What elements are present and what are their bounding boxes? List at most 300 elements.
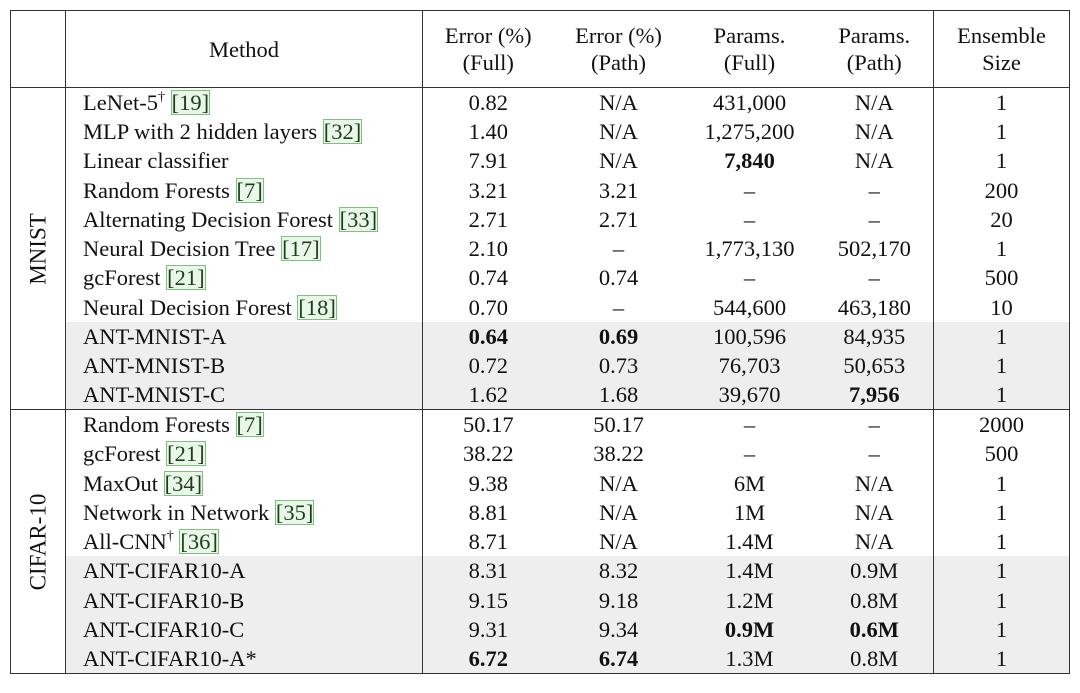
cell-params-path: [816, 410, 934, 439]
header-ensemble: [934, 11, 1070, 88]
method-cell: [66, 615, 423, 644]
method-cell: [66, 439, 423, 468]
dagger-mark: †: [157, 89, 165, 105]
citation-link[interactable]: [21]: [167, 441, 205, 467]
method-cell: [66, 498, 423, 527]
cell-value: –: [612, 294, 625, 320]
citation-link[interactable]: [34]: [164, 470, 203, 496]
table-row: [11, 527, 1070, 556]
citation-link[interactable]: [33]: [339, 206, 378, 232]
cell-error-full: [423, 263, 554, 292]
method-cell: [66, 175, 423, 204]
cell-value: 3.21: [468, 177, 508, 203]
cell-params-full: [684, 615, 816, 644]
method-name: All-CNN: [83, 529, 167, 555]
cell-params-full: [684, 556, 816, 585]
header-error-full-line1: Error (%): [444, 23, 532, 48]
cell-params-full: [684, 527, 816, 556]
header-params-full: [684, 11, 816, 88]
table-row: [11, 293, 1070, 322]
cell-value: N/A: [854, 148, 894, 174]
cell-value: 1,773,130: [704, 236, 795, 262]
cell-value: 9.15: [468, 587, 508, 613]
cell-ensemble: [934, 410, 1070, 439]
cell-value: N/A: [854, 499, 894, 525]
cell-value: 1.4M: [725, 529, 774, 555]
cell-value: 200: [984, 177, 1019, 203]
method-name: Neural Decision Tree: [83, 236, 276, 262]
cell-params-path: [816, 439, 934, 468]
cell-ensemble: [934, 322, 1070, 351]
cell-value: –: [743, 441, 756, 467]
cell-value: –: [743, 412, 756, 438]
cell-value: 8.31: [468, 558, 508, 584]
cell-params-path: [816, 644, 934, 673]
cell-params-path: [816, 615, 934, 644]
header-error-path: [554, 11, 684, 88]
cell-value: 39,670: [718, 382, 781, 408]
cell-ensemble: [934, 234, 1070, 263]
table-row: [11, 263, 1070, 292]
cell-params-full: [684, 234, 816, 263]
table-row: [11, 88, 1070, 117]
cell-value: 0.73: [598, 353, 639, 379]
cell-error-full: [423, 117, 554, 146]
cell-error-path: [554, 205, 684, 234]
cell-error-full: [423, 234, 554, 263]
cell-value: 2000: [979, 412, 1024, 438]
method-cell: [66, 117, 423, 146]
cell-value: 76,703: [718, 353, 781, 379]
cell-value: 1.4M: [725, 558, 774, 584]
cell-ensemble: [934, 439, 1070, 468]
cell-ensemble: [934, 498, 1070, 527]
cell-error-path: [554, 293, 684, 322]
cell-value: 7.91: [468, 148, 508, 174]
cell-params-path: [816, 263, 934, 292]
cell-value: –: [743, 265, 756, 291]
cell-params-full: [684, 439, 816, 468]
cell-params-path: [816, 234, 934, 263]
method-name: ANT-CIFAR10-C: [83, 616, 245, 642]
cell-value: 0.74: [468, 265, 508, 291]
cell-params-path: [816, 527, 934, 556]
cell-value: 0.8M: [850, 587, 899, 613]
table-row: [11, 644, 1070, 673]
method-cell: [66, 351, 423, 380]
cell-value: –: [868, 177, 880, 203]
cell-error-full: [423, 586, 554, 615]
cell-ensemble: [934, 615, 1070, 644]
cell-error-path: [554, 351, 684, 380]
header-group-corner: [11, 11, 66, 88]
method-cell: [66, 322, 423, 351]
method-cell: [66, 380, 423, 409]
cell-ensemble: [934, 556, 1070, 585]
table-row: [11, 117, 1070, 146]
cell-params-path: [816, 498, 934, 527]
cell-error-path: [554, 468, 684, 497]
table-row: [11, 410, 1070, 439]
header-params-full-line1: Params.: [713, 23, 786, 48]
cell-value: 1.2M: [725, 587, 774, 613]
cell-ensemble: [934, 468, 1070, 497]
cell-error-path: [554, 117, 684, 146]
cell-error-full: [423, 351, 554, 380]
cell-value: 1: [995, 529, 1008, 555]
citation-link[interactable]: [32]: [323, 118, 362, 144]
cell-error-full: [423, 615, 554, 644]
cell-value: 84,935: [843, 324, 906, 350]
group-label: CIFAR-10: [25, 493, 51, 590]
cell-value: N/A: [599, 529, 638, 555]
header-method-label: Method: [209, 36, 279, 62]
group-mnist: [11, 88, 1070, 410]
cell-value: 0.72: [468, 353, 508, 379]
method-cell: [66, 146, 423, 175]
cell-value: 1.3M: [725, 646, 774, 672]
cell-ensemble: [934, 644, 1070, 673]
citation-link[interactable]: [18]: [298, 294, 336, 320]
cell-error-path: [554, 234, 684, 263]
method-name: ANT-CIFAR10-B: [83, 587, 245, 613]
table-row: [11, 351, 1070, 380]
cell-ensemble: [934, 527, 1070, 556]
results-table: [10, 10, 1070, 674]
table-row: [11, 205, 1070, 234]
table-row: [11, 439, 1070, 468]
cell-value: N/A: [854, 529, 894, 555]
cell-value: 2.71: [468, 206, 508, 232]
cell-error-path: [554, 556, 684, 585]
method-name: gcForest: [83, 441, 161, 467]
cell-params-full: [684, 586, 816, 615]
cell-params-path: [816, 468, 934, 497]
cell-params-full: [684, 175, 816, 204]
cell-value: –: [868, 412, 880, 438]
method-name: ANT-MNIST-B: [83, 353, 226, 379]
citation-link[interactable]: [7]: [236, 177, 263, 203]
cell-params-path: [816, 293, 934, 322]
cell-value: 50.17: [462, 412, 514, 438]
cell-value: 50.17: [593, 412, 644, 438]
cell-value: 6M: [733, 470, 766, 496]
cell-value: 1: [995, 587, 1008, 613]
cell-params-full: [684, 293, 816, 322]
cell-value: N/A: [599, 89, 638, 115]
method-name: Alternating Decision Forest: [83, 206, 333, 232]
cell-value: 100,596: [712, 324, 787, 350]
group-cifar10: [11, 410, 1070, 674]
cell-error-full: [423, 498, 554, 527]
cell-value: 0.6M: [849, 616, 899, 642]
cell-value: 1: [995, 470, 1008, 496]
cell-error-full: [423, 556, 554, 585]
header-ensemble-line1: Ensemble: [957, 23, 1046, 48]
cell-error-path: [554, 88, 684, 117]
cell-value: 1: [995, 324, 1008, 350]
cell-ensemble: [934, 175, 1070, 204]
header-params-path-line2: (Path): [846, 50, 902, 75]
cell-value: 0.74: [598, 265, 639, 291]
cell-value: 6.72: [468, 646, 508, 672]
cell-value: 0.9M: [850, 558, 899, 584]
cell-value: –: [868, 441, 880, 467]
header-error-full-line2: (Full): [462, 50, 514, 75]
cell-ensemble: [934, 263, 1070, 292]
method-cell: [66, 586, 423, 615]
cell-value: 9.34: [598, 616, 639, 642]
citation-link[interactable]: [19]: [171, 89, 210, 115]
method-cell: [66, 556, 423, 585]
table-header: [11, 11, 1070, 88]
header-row: [11, 11, 1070, 88]
cell-params-full: [684, 498, 816, 527]
cell-value: –: [743, 177, 756, 203]
cell-value: N/A: [854, 89, 894, 115]
cell-value: 0.8M: [850, 646, 899, 672]
cell-params-full: [684, 146, 816, 175]
table-row: [11, 234, 1070, 263]
group-label-cell: [11, 88, 66, 410]
cell-error-path: [554, 410, 684, 439]
cell-error-path: [554, 439, 684, 468]
cell-value: 1: [995, 236, 1008, 262]
cell-ensemble: [934, 586, 1070, 615]
cell-value: 10: [990, 294, 1013, 320]
cell-value: 0.9M: [724, 616, 775, 642]
table-row: [11, 615, 1070, 644]
citation-link[interactable]: [17]: [282, 236, 320, 262]
cell-ensemble: [934, 88, 1070, 117]
cell-error-path: [554, 498, 684, 527]
citation-link[interactable]: [7]: [236, 412, 263, 438]
cell-value: 1: [995, 558, 1008, 584]
header-error-path-line2: (Path): [591, 50, 646, 75]
cell-params-path: [816, 146, 934, 175]
cell-params-path: [816, 117, 934, 146]
cell-error-full: [423, 380, 554, 409]
cell-ensemble: [934, 380, 1070, 409]
cell-value: 1: [995, 499, 1008, 525]
cell-value: 8.71: [468, 529, 508, 555]
method-name: gcForest: [83, 265, 161, 291]
cell-value: 463,180: [837, 294, 911, 320]
cell-value: 7,956: [848, 382, 900, 408]
cell-value: 38.22: [593, 441, 644, 467]
cell-error-path: [554, 644, 684, 673]
cell-error-full: [423, 527, 554, 556]
table-row: [11, 322, 1070, 351]
cell-value: N/A: [854, 470, 894, 496]
header-params-path: [816, 11, 934, 88]
method-cell: [66, 234, 423, 263]
cell-value: N/A: [599, 470, 638, 496]
table-row: [11, 586, 1070, 615]
dagger-mark: †: [166, 529, 174, 545]
cell-value: 1: [995, 89, 1008, 115]
cell-error-full: [423, 175, 554, 204]
cell-ensemble: [934, 205, 1070, 234]
method-name: LeNet-5: [83, 89, 158, 115]
method-name: ANT-CIFAR10-A: [83, 558, 246, 584]
cell-value: N/A: [599, 499, 638, 525]
cell-error-path: [554, 586, 684, 615]
cell-value: 1: [995, 118, 1008, 144]
method-cell: [66, 527, 423, 556]
cell-value: 9.38: [468, 470, 508, 496]
method-name: ANT-MNIST-C: [83, 382, 226, 408]
cell-value: 1: [995, 148, 1008, 174]
cell-error-path: [554, 380, 684, 409]
cell-value: 1.40: [468, 118, 508, 144]
method-name: Random Forests: [83, 177, 230, 203]
cell-value: 8.81: [468, 499, 508, 525]
cell-params-full: [684, 351, 816, 380]
header-error-full: [423, 11, 554, 88]
cell-value: 500: [984, 441, 1019, 467]
cell-error-full: [423, 322, 554, 351]
cell-value: 1.62: [468, 382, 508, 408]
cell-value: 6.74: [598, 646, 639, 672]
method-cell: [66, 293, 423, 322]
cell-value: 1: [995, 353, 1008, 379]
cell-value: 1,275,200: [704, 118, 795, 144]
table-row: [11, 175, 1070, 204]
method-name: Network in Network: [83, 499, 270, 525]
cell-value: 1: [995, 616, 1008, 642]
cell-value: 1M: [733, 499, 766, 525]
cell-value: 0.64: [468, 324, 508, 350]
cell-value: 9.18: [598, 587, 639, 613]
cell-value: 2.10: [468, 236, 508, 262]
cell-params-path: [816, 322, 934, 351]
method-cell: [66, 205, 423, 234]
method-name: MaxOut: [83, 470, 158, 496]
cell-error-full: [423, 205, 554, 234]
cell-error-full: [423, 439, 554, 468]
header-ensemble-line2: Size: [982, 50, 1021, 75]
cell-error-path: [554, 615, 684, 644]
cell-error-path: [554, 527, 684, 556]
method-cell: [66, 644, 423, 673]
method-name: Neural Decision Forest: [83, 294, 292, 320]
cell-params-full: [684, 263, 816, 292]
cell-error-path: [554, 322, 684, 351]
cell-value: 9.31: [468, 616, 508, 642]
cell-error-path: [554, 175, 684, 204]
header-method: [66, 11, 423, 88]
citation-link[interactable]: [21]: [167, 265, 205, 291]
cell-ensemble: [934, 117, 1070, 146]
header-params-path-line1: Params.: [838, 23, 911, 48]
method-name: Linear classifier: [83, 148, 229, 174]
cell-error-full: [423, 88, 554, 117]
cell-value: –: [868, 265, 880, 291]
group-label-cell: [11, 410, 66, 674]
cell-params-full: [684, 468, 816, 497]
cell-params-path: [816, 556, 934, 585]
cell-value: 500: [984, 265, 1019, 291]
cell-value: N/A: [599, 118, 638, 144]
cell-error-full: [423, 644, 554, 673]
cell-value: 20: [990, 206, 1013, 232]
method-cell: [66, 410, 423, 439]
cell-value: 1: [995, 382, 1008, 408]
cell-error-path: [554, 146, 684, 175]
group-label: MNIST: [25, 212, 51, 285]
cell-params-full: [684, 88, 816, 117]
cell-value: 38.22: [462, 441, 514, 467]
cell-value: N/A: [854, 118, 894, 144]
table-row: [11, 468, 1070, 497]
table-row: [11, 146, 1070, 175]
cell-params-full: [684, 380, 816, 409]
cell-value: 8.32: [598, 558, 639, 584]
cell-value: –: [612, 236, 625, 262]
cell-value: 1: [995, 646, 1008, 672]
cell-error-full: [423, 293, 554, 322]
cell-error-full: [423, 146, 554, 175]
cell-value: 502,170: [837, 236, 911, 262]
header-params-full-line2: (Full): [723, 50, 776, 75]
citation-link[interactable]: [35]: [275, 499, 314, 525]
cell-value: 50,653: [843, 353, 906, 379]
cell-ensemble: [934, 146, 1070, 175]
cell-params-full: [684, 117, 816, 146]
cell-ensemble: [934, 293, 1070, 322]
header-error-path-line1: Error (%): [575, 23, 662, 48]
cell-params-path: [816, 205, 934, 234]
cell-value: 431,000: [712, 89, 787, 115]
cell-value: –: [868, 206, 880, 232]
cell-value: N/A: [599, 148, 638, 174]
cell-params-path: [816, 586, 934, 615]
method-name: MLP with 2 hidden layers: [83, 118, 318, 144]
cell-params-path: [816, 351, 934, 380]
cell-params-full: [684, 322, 816, 351]
cell-params-path: [816, 88, 934, 117]
cell-params-full: [684, 410, 816, 439]
cell-params-full: [684, 644, 816, 673]
cell-value: 0.69: [598, 324, 639, 350]
method-name: ANT-MNIST-A: [83, 324, 227, 350]
cell-value: 7,840: [724, 148, 775, 174]
cell-value: 544,600: [712, 294, 787, 320]
cell-error-path: [554, 263, 684, 292]
table-row: [11, 556, 1070, 585]
cell-params-path: [816, 175, 934, 204]
cell-ensemble: [934, 351, 1070, 380]
cell-value: 3.21: [598, 177, 639, 203]
method-cell: [66, 468, 423, 497]
table-row: [11, 380, 1070, 409]
cell-params-full: [684, 205, 816, 234]
method-name: Random Forests: [83, 412, 230, 438]
cell-params-path: [816, 380, 934, 409]
cell-value: 1.68: [598, 382, 639, 408]
cell-value: –: [743, 206, 756, 232]
cell-value: 0.70: [468, 294, 508, 320]
table-row: [11, 498, 1070, 527]
method-name: ANT-CIFAR10-A*: [83, 646, 257, 672]
cell-value: 0.82: [468, 89, 508, 115]
citation-link[interactable]: [36]: [180, 529, 218, 555]
cell-value: 2.71: [598, 206, 639, 232]
cell-error-full: [423, 468, 554, 497]
method-cell: [66, 88, 423, 117]
cell-error-full: [423, 410, 554, 439]
